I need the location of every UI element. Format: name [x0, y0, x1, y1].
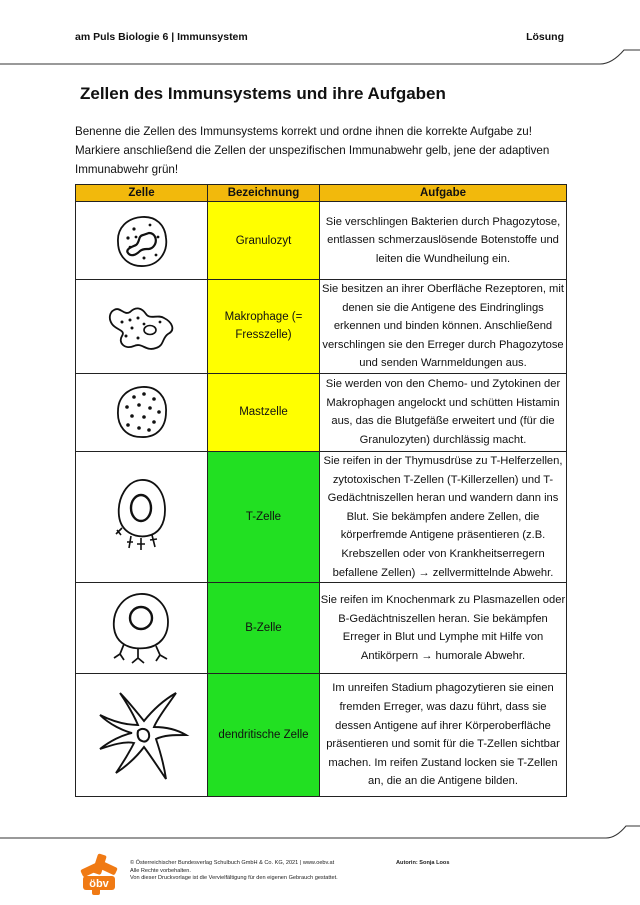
cell-image [76, 451, 208, 582]
oebv-logo [78, 852, 120, 896]
cell-name: B-Zelle [208, 583, 320, 674]
table-row [76, 583, 567, 674]
cell-name: Granulozyt [208, 202, 320, 280]
table-row [76, 202, 567, 280]
copyright-notice [130, 860, 338, 883]
table-row [76, 674, 567, 797]
cell-task: Im unreifen Stadium phagozytieren sie einen fremden Erreger, was dazu führt, dass sie dessen Antigene auf ihrer Körperoberfläche präsentieren und somit für die T-Zellen sichtbar machen. Im reifen Zustand locken sie T-Zellen an, die an die Antigene bilden. [320, 674, 567, 797]
cell-task: Sie reifen im Knochenmark zu Plasmazellen oder B-Gedächtniszellen heran. Sie bekämpfen Erreger in Blut und Lymphe mit Hilfe von Antikörpern → humorale Abwehr. [320, 583, 567, 674]
cells-table [75, 184, 567, 797]
page-title: Zellen des Immunsystems und ihre Aufgaben [80, 84, 446, 103]
column-header-aufgabe: Aufgabe [320, 185, 567, 202]
t-cell-drawing [107, 472, 177, 562]
table-row [76, 280, 567, 374]
copyright-line: Alle Rechte vorbehalten. [130, 867, 191, 874]
header-divider [0, 44, 640, 66]
b-cell-drawing [104, 588, 180, 668]
column-header-zelle: Zelle [76, 185, 208, 202]
cell-image [76, 280, 208, 374]
header-subject: am Puls Biologie 6 | Immunsystem [75, 31, 248, 43]
cell-image [76, 674, 208, 797]
column-header-bezeichnung: Bezeichnung [208, 185, 320, 202]
cell-image [76, 373, 208, 451]
author-credit: Autorin: Sonja Loos [396, 860, 450, 866]
cell-name: T-Zelle [208, 451, 320, 582]
granulocyte-drawing [112, 211, 172, 271]
table-row [76, 373, 567, 451]
header-solution-label: Lösung [526, 31, 564, 43]
cell-name: Mastzelle [208, 373, 320, 451]
copyright-line: © Österreichischer Bundesverlag Schulbuch GmbH & Co. KG, 2021 | www.oebv.at [130, 860, 335, 866]
cell-task: Sie reifen in der Thymusdrüse zu T-Helferzellen, zytotoxischen T-Zellen (T-Killerzellen) und T-Gedächtniszellen heran und wandern dann ins Blut. Sie bekämpfen andere Zellen, die körperfremde Antigene präsentieren (z.B. Krebszellen oder von Krankheitserregern befallene Zellen) → zellvermittelnde Abwehr. [320, 451, 567, 582]
instructions: Benenne die Zellen des Immunsystems korrekt und ordne ihnen die korrekte Aufgabe zu! Markiere anschließend die Zellen der unspezifischen Immunabwehr gelb, jene der adaptiven Immunabwehr grün! [75, 125, 550, 176]
logo-text: öbv [89, 878, 109, 890]
cell-image [76, 583, 208, 674]
cell-name: Makrophage (= Fresszelle) [208, 280, 320, 374]
copyright-line: Von dieser Druckvorlage ist die Vervielfältigung für den eigenen Gebrauch gestattet. [130, 875, 338, 882]
cell-task: Sie verschlingen Bakterien durch Phagozytose, entlassen schmerzauslösende Botenstoffe und leiten die Wundheilung ein. [320, 202, 567, 280]
table-header-row [76, 185, 567, 202]
cell-task: Sie werden von den Chemo- und Zytokinen der Makrophagen angelockt und schütten Histamin aus, das die Blutgefäße erweitert und (für die Granulozyten) durchlässig macht. [320, 373, 567, 451]
cell-task: Sie besitzen an ihrer Oberfläche Rezeptoren, mit denen sie die Antigene des Eindringlings erkennen und binden können. Anschließend verschlingen sie den Erreger durch Phagozytose und senden Warnmeldungen aus. [320, 280, 567, 374]
footer-divider [0, 822, 640, 842]
cell-name: dendritische Zelle [208, 674, 320, 797]
macrophage-drawing [102, 296, 182, 356]
mast-cell-drawing [112, 382, 172, 442]
table-row [76, 451, 567, 582]
cell-image [76, 202, 208, 280]
dendritic-cell-drawing [94, 685, 190, 785]
